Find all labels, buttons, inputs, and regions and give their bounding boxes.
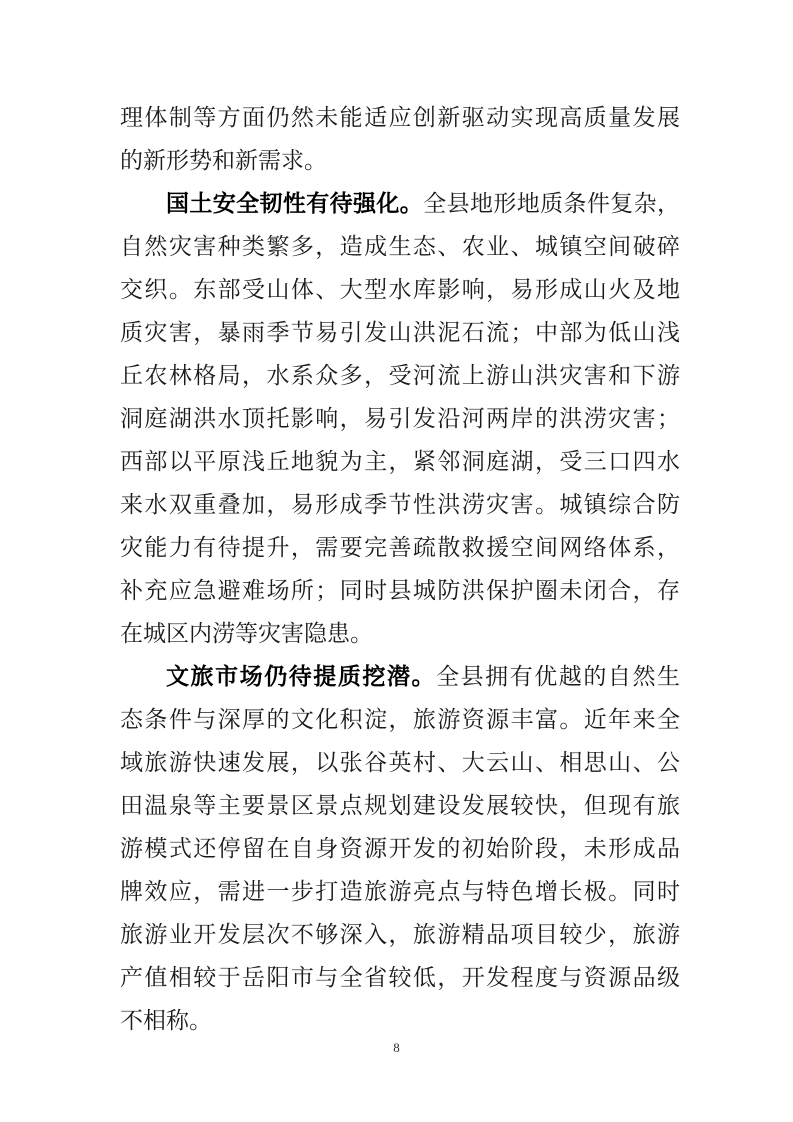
paragraph-line: 在城区内涝等灾害隐患。	[120, 621, 373, 647]
paragraph-line: 西部以平原浅丘地貌为主，紧邻洞庭湖，受三口四水	[120, 449, 680, 475]
paragraph-line: 交织。东部受山体、大型水库影响，易形成山火及地	[120, 277, 680, 303]
paragraph-line: 旅游业开发层次不够深入，旅游精品项目较少，旅游	[120, 922, 680, 948]
paragraph-line: 丘农林格局，水系众多，受河流上游山洪灾害和下游	[120, 363, 680, 389]
section-heading-land-security: 国土安全韧性有待强化。	[166, 191, 424, 217]
paragraph-line: 产值相较于岳阳市与全省较低，开发程度与资源品级	[120, 965, 680, 991]
paragraph-line: 来水双重叠加，易形成季节性洪涝灾害。城镇综合防	[120, 492, 680, 518]
paragraph-line: 不相称。	[120, 1008, 212, 1034]
section-heading-culture-tourism: 文旅市场仍待提质挖潜。	[166, 664, 437, 690]
paragraph-line: 态条件与深厚的文化积淀，旅游资源丰富。近年来全	[120, 707, 680, 733]
paragraph-first-line	[166, 662, 680, 692]
paragraph-line: 自然灾害种类繁多，造成生态、农业、城镇空间破碎	[120, 234, 680, 260]
paragraph-first-line	[166, 189, 680, 219]
paragraph-line: 域旅游快速发展，以张谷英村、大云山、相思山、公	[120, 750, 680, 776]
paragraph-line: 洞庭湖洪水顶托影响，易引发沿河两岸的洪涝灾害；	[120, 406, 680, 432]
paragraph-line: 的新形势和新需求。	[120, 148, 327, 174]
paragraph-text: 全县拥有优越的自然生	[436, 664, 680, 690]
paragraph-line: 游模式还停留在自身资源开发的初始阶段，未形成品	[120, 836, 680, 862]
paragraph-line: 补充应急避难场所；同时县城防洪保护圈未闭合，存	[120, 578, 680, 604]
paragraph-line: 质灾害，暴雨季节易引发山洪泥石流；中部为低山浅	[120, 320, 680, 346]
paragraph-line: 牌效应，需进一步打造旅游亮点与特色增长极。同时	[120, 879, 680, 905]
paragraph-line: 理体制等方面仍然未能适应创新驱动实现高质量发展	[120, 105, 680, 131]
page-number: 8	[393, 1040, 400, 1055]
paragraph-line: 灾能力有待提升，需要完善疏散救援空间网络体系，	[120, 535, 680, 561]
paragraph-line: 田温泉等主要景区景点规划建设发展较快，但现有旅	[120, 793, 680, 819]
paragraph-text: 全县地形地质条件复杂，	[423, 191, 680, 217]
